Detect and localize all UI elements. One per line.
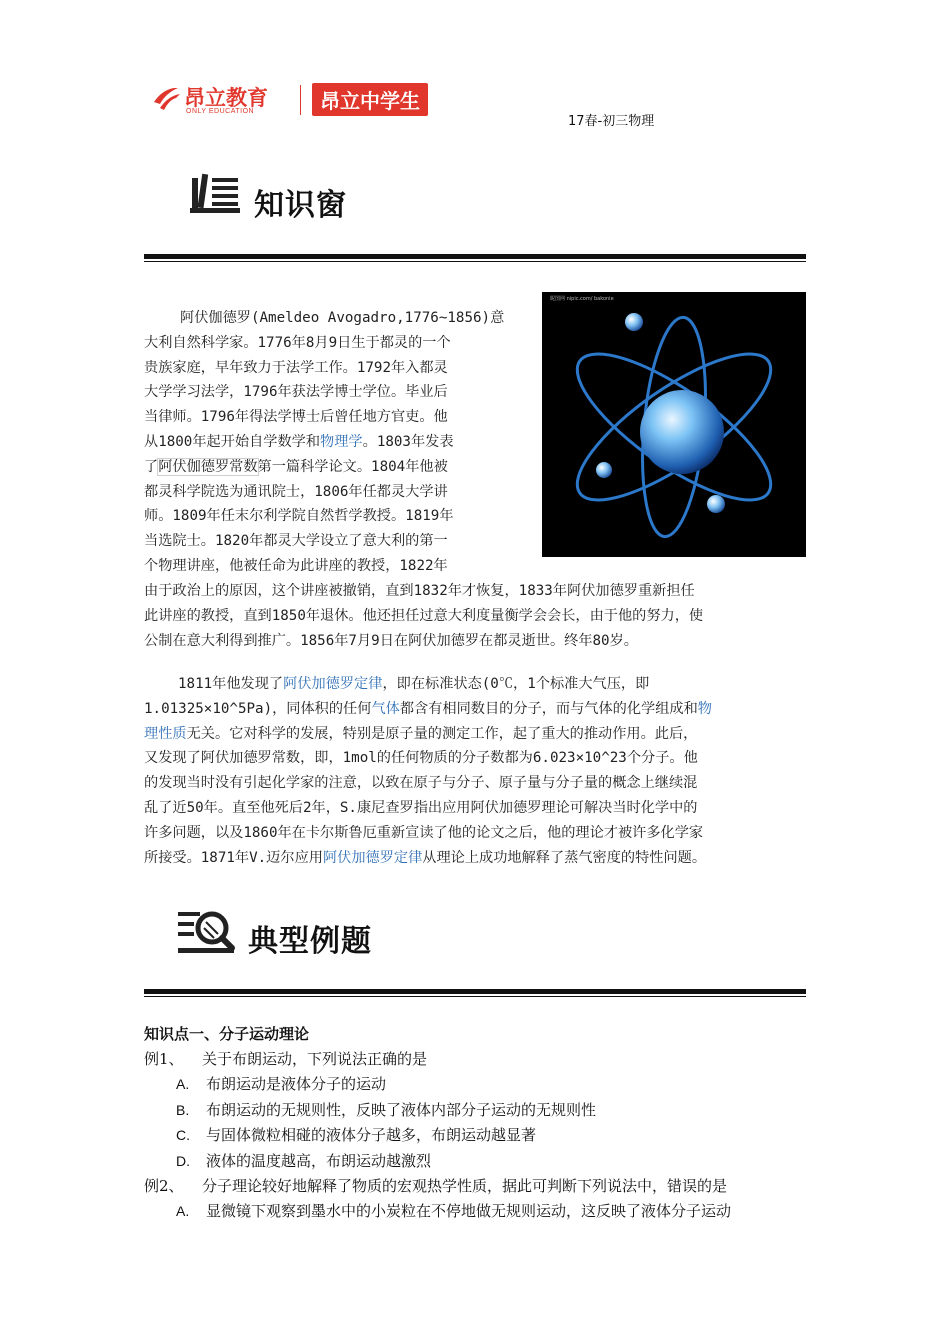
books-icon bbox=[188, 170, 242, 216]
passage-line: 所接受。1871年V.迈尔应用阿伏加德罗定律从理论上成功地解释了蒸气密度的特性问题。 bbox=[144, 849, 707, 866]
passage-line: 许多问题，以及1860年在卡尔斯鲁厄重新宣读了他的论文之后，他的理论才被许多化学家 bbox=[144, 824, 704, 841]
link-physical-property[interactable]: 物 bbox=[697, 700, 712, 717]
brand-logo bbox=[152, 82, 444, 116]
passage-line: 都灵科学院选为通讯院士，1806年任都灵大学讲 bbox=[144, 483, 448, 500]
brand-badge: 昂立中学生 bbox=[312, 83, 428, 116]
passage-paragraph-2 bbox=[144, 672, 814, 870]
link-physical-property-cont[interactable]: 理性质 bbox=[144, 725, 187, 742]
passage-line: 当律师。1796年得法学博士后曾任地方官吏。他 bbox=[144, 409, 448, 426]
passage-paragraph-1 bbox=[144, 306, 524, 579]
brand-english: ONLY EDUCATION bbox=[186, 108, 255, 115]
passage-line: 1811年他发现了阿伏加德罗定律，即在标准状态(0℃，1个标准大气压，即 bbox=[178, 676, 650, 692]
link-gas[interactable]: 气体 bbox=[371, 700, 400, 717]
passage-line: 从1800年起开始自学数学和物理学。1803年发表 bbox=[144, 433, 454, 450]
passage-line: 乱了近50年。直至他死后2年，S.康尼查罗指出应用阿伏加德罗理论可解决当时化学中的 bbox=[144, 799, 698, 816]
image-watermark: 昵图网 nipic.com/ bakonie bbox=[550, 296, 614, 302]
option-a[interactable]: A. 显微镜下观察到墨水中的小炭粒在不停地做无规则运动，这反映了液体分子运动 bbox=[176, 1202, 732, 1221]
passage-line: 了阿伏伽德罗常数第一篇科学论文。1804年他被 bbox=[144, 458, 448, 475]
section-title-examples: 典型例题 bbox=[248, 924, 372, 959]
atom-icon bbox=[542, 292, 806, 557]
example-stem: 例2、 分子理论较好地解释了物质的宏观热学性质，据此可判断下列说法中，错误的是 bbox=[144, 1174, 824, 1199]
brand-swoosh-icon bbox=[152, 84, 182, 112]
example-label: 例2、 bbox=[144, 1177, 184, 1196]
section-rule-thin bbox=[144, 261, 806, 262]
atom-image bbox=[542, 292, 806, 557]
passage-line: 的发现当时没有引起化学家的注意，以致在原子与分子、原子量与分子量的概念上继续混 bbox=[144, 775, 698, 792]
section-rule-thin bbox=[144, 996, 806, 997]
example-1 bbox=[144, 1047, 824, 1225]
option-a[interactable]: A. 布朗运动是液体分子的运动 bbox=[176, 1075, 387, 1094]
term-avogadro-constant: 阿伏伽德罗常数 bbox=[158, 458, 258, 475]
link-physics[interactable]: 物理学 bbox=[320, 433, 363, 450]
passage-line: 贵族家庭，早年致力于法学工作。1792年入都灵 bbox=[144, 359, 448, 376]
passage-line: 大学学习法学，1796年获法学博士学位。毕业后 bbox=[144, 384, 448, 401]
passage-line: 阿伏伽德罗(Ameldeo Avogadro,1776~1856)意 bbox=[180, 310, 505, 326]
brand-divider bbox=[300, 85, 301, 115]
magnifier-doc-icon bbox=[176, 906, 236, 956]
passage-line: 当选院士。1820年都灵大学设立了意大利的第一 bbox=[144, 533, 448, 550]
brand-name: 昂立教育 bbox=[184, 86, 268, 110]
passage-line: 师。1809年任末尔利学院自然哲学教授。1819年 bbox=[144, 508, 454, 525]
example-label: 例1、 bbox=[144, 1050, 184, 1068]
link-avogadro-law[interactable]: 阿伏加德罗定律 bbox=[283, 676, 383, 692]
example-stem: 例1、 关于布朗运动，下列说法正确的是 bbox=[144, 1047, 824, 1072]
knowledge-point-title: 知识点一、分子运动理论 bbox=[144, 1025, 310, 1043]
passage-line: 大利自然科学家。1776年8月9日生于都灵的一个 bbox=[144, 334, 451, 351]
passage-line: 公制在意大利得到推广。1856年7月9日在阿伏加德罗在都灵逝世。终年80岁。 bbox=[144, 632, 638, 649]
passage-line: 1.01325×10^5Pa)，同体积的任何气体都含有相同数目的分子，而与气体的化学组成和物 bbox=[144, 700, 712, 717]
passage-line: 由于政治上的原因，这个讲座被撤销，直到1832年才恢复，1833年阿伏加德罗重新担任 bbox=[144, 583, 695, 599]
option-d[interactable]: D. 液体的温度越高，布朗运动越激烈 bbox=[176, 1151, 432, 1170]
option-b[interactable]: B. 布朗运动的无规则性，反映了液体内部分子运动的无规则性 bbox=[176, 1100, 597, 1119]
passage-line: 个物理讲座，他被任命为此讲座的教授，1822年 bbox=[144, 557, 448, 574]
passage-line: 理性质无关。它对科学的发展，特别是原子量的测定工作，起了重大的推动作用。此后， bbox=[144, 725, 698, 742]
section-rule bbox=[144, 989, 806, 994]
section-title-knowledge: 知识窗 bbox=[254, 188, 347, 223]
course-label: 17春-初三物理 bbox=[568, 114, 655, 129]
passage-line: 此讲座的教授，直到1850年退休。他还担任过意大利度量衡学会会长，由于他的努力，使 bbox=[144, 607, 704, 624]
passage-paragraph-1-cont bbox=[144, 579, 814, 653]
link-avogadro-law-2[interactable]: 阿伏加德罗定律 bbox=[322, 849, 423, 866]
section-rule bbox=[144, 254, 806, 259]
option-c[interactable]: C. 与固体微粒相碰的液体分子越多，布朗运动越显著 bbox=[176, 1126, 537, 1145]
passage-line: 又发现了阿伏加德罗常数，即，1mol的任何物质的分子数都为6.023×10^23个分子。他 bbox=[144, 750, 698, 767]
